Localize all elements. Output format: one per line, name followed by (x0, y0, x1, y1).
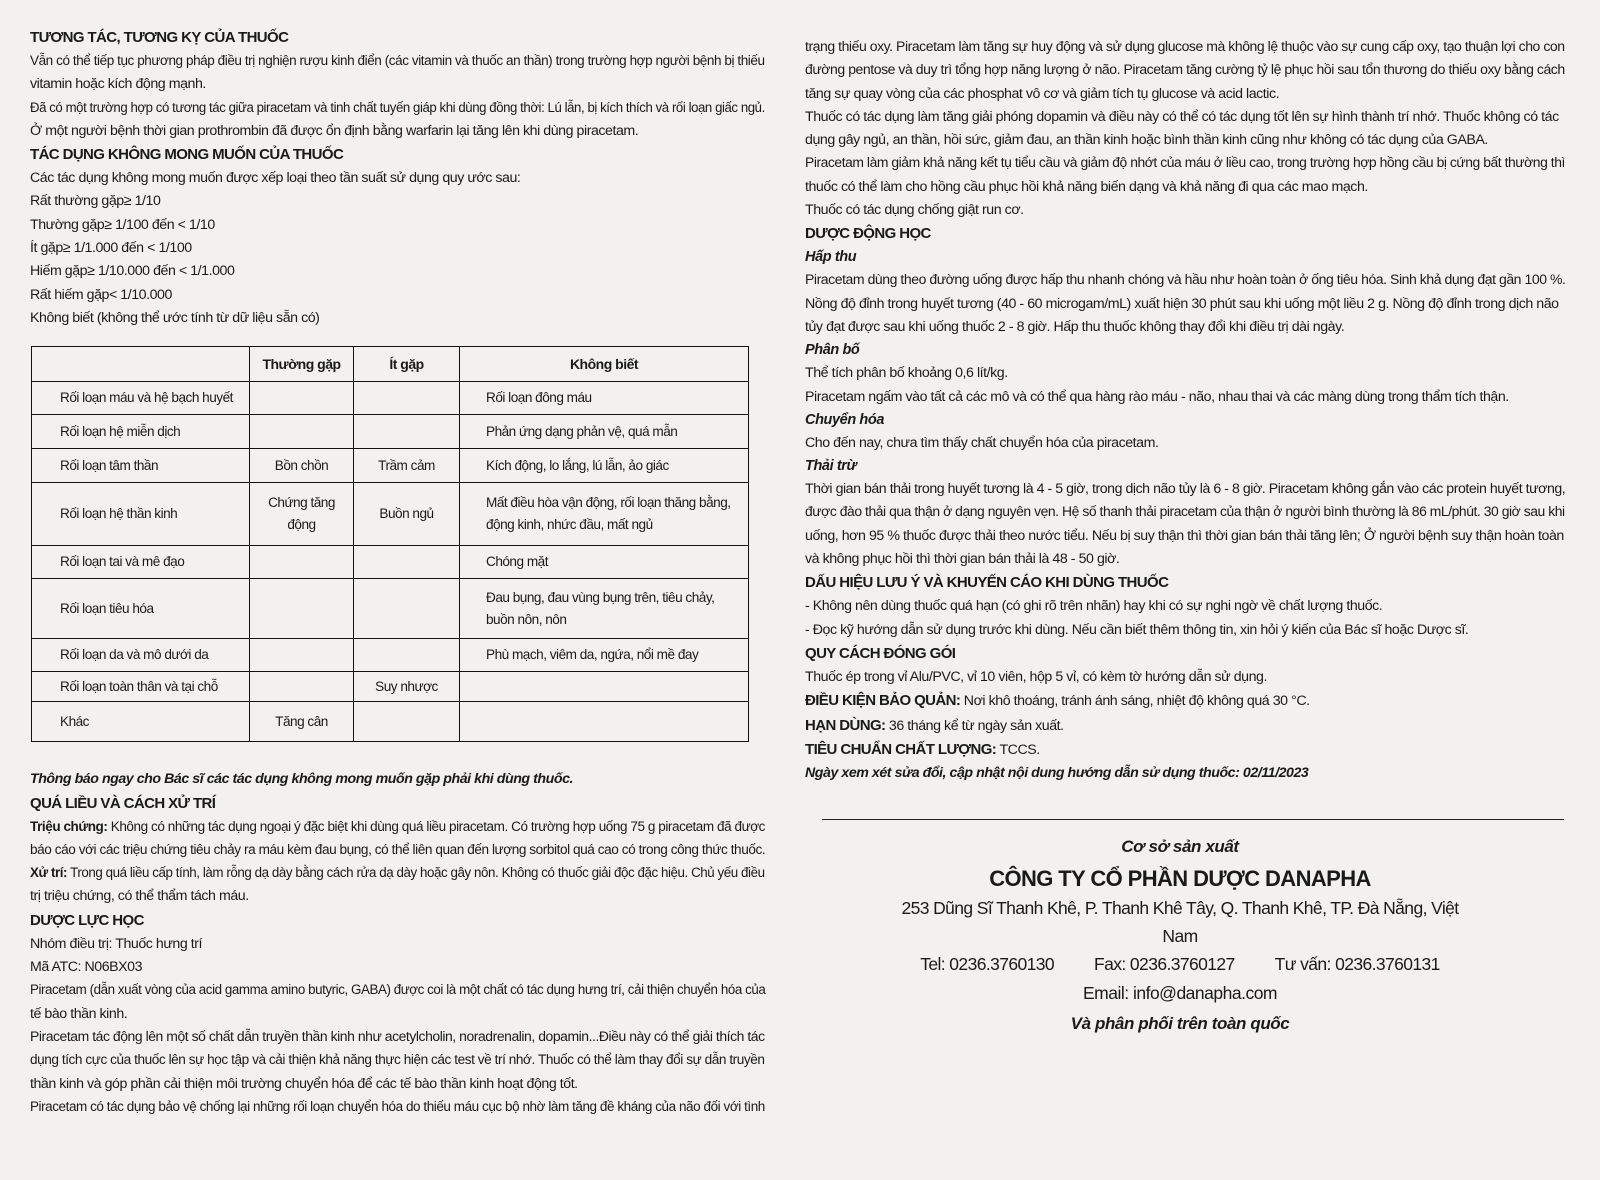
common-cell: Tăng cân (250, 702, 354, 742)
divider-line (822, 819, 1564, 820)
text-line: trạng thiếu oxy. Piracetam làm tăng sự huy động và sử dụng glucose mà không lệ thuộc vào sự cung cấp oxy, tạo thuận lợi cho con (805, 39, 1565, 55)
organ-class-cell: Khác (32, 702, 250, 742)
text-line: uống, hơn 95 % thuốc được thải theo nước tiểu. Nếu bị suy thận thì thời gian bán thải tăng lên; Ở người bệnh suy thận hoàn toàn (805, 527, 1564, 544)
unknown-cell (460, 639, 749, 672)
text-line: Piracetam có tác dụng bảo vệ chống lại những rối loạn chuyển hóa do thiếu máu cục bộ nhờ làm tăng đề kháng của não đối với tình (30, 1098, 765, 1115)
section-heading-pharmacodynamics: DƯỢC LỰC HỌC (30, 911, 144, 929)
section-heading-warnings: DẤU HIỆU LƯU Ý VÀ KHUYẾN CÁO KHI DÙNG THUỐC (805, 574, 1169, 592)
text-line: Nhóm điều trị: Thuốc hưng trí (30, 935, 203, 952)
left-column (30, 26, 765, 1119)
table-row (32, 415, 749, 449)
organ-class-cell: Rối loạn toàn thân và tại chỗ (32, 672, 250, 702)
subheading-distribution: Phân bố (805, 342, 860, 359)
unknown-frequency-note: Không biết (không thể ước tính từ dữ liệu sẵn có) (30, 309, 320, 326)
frequency-row (30, 260, 765, 283)
text-line: Piracetam dùng theo đường uống được hấp thu nhanh chóng và hầu như hoàn toàn ở ống tiêu hóa. Sinh khả dụng đạt gần 100 %. (805, 272, 1566, 289)
table-header-cell: Ít gặp (354, 347, 460, 382)
unknown-cell-line: Chóng mặt (486, 554, 548, 570)
frequency-value: ≥ 1/1.000 đến < 1/100 (62, 240, 192, 257)
text-line: Piracetam (dẫn xuất vòng của acid gamma amino butyric, GABA) được coi là một chất có tác dụng hưng trí, cải thiện chuyển hóa của (30, 982, 766, 999)
organ-class-cell: Rối loạn tâm thần (32, 449, 250, 483)
treatment-label: Xử trí: (30, 865, 68, 882)
text-line: tủy đạt được sau khi uống thuốc 2 - 8 giờ. Hấp thu thuốc không thay đổi khi điều trị dài ngày. (805, 318, 1345, 335)
text-line: Cho đến nay, chưa tìm thấy chất chuyển hóa của piracetam. (805, 434, 1159, 451)
pharmacodynamics-continued (805, 36, 1565, 222)
uncommon-cell: Suy nhược (354, 672, 460, 702)
company-name: CÔNG TY CỔ PHẦN DƯỢC DANAPHA (989, 866, 1371, 891)
common-cell (250, 639, 354, 672)
unknown-cell-line: Kích động, lo lắng, lú lẫn, ảo giác (486, 457, 669, 473)
organ-class-cell: Rối loạn hệ thần kinh (32, 483, 250, 546)
unknown-cell (460, 483, 749, 546)
text-line: Piracetam làm giảm khả năng kết tụ tiểu cầu và giảm độ nhớt của máu ở liều cao, trong trường hợp hồng cầu bị cứng bất thường thì (805, 155, 1565, 172)
subheading-absorption: Hấp thu (805, 249, 857, 266)
warning-item: - Không nên dùng thuốc quá hạn (có ghi rõ trên nhãn) hay khi có sự nghi ngờ về chất lượng thuốc. (805, 598, 1383, 615)
frequency-row (30, 284, 765, 307)
interactions-text (30, 50, 765, 143)
uncommon-cell: Trầm cảm (354, 449, 460, 483)
text-line: Ở một người bệnh thời gian prothrombin đã được ổn định bằng warfarin lại tăng lên khi dùng piracetam. (30, 122, 639, 139)
unknown-cell-line: Mất điều hòa vận động, rối loạn thăng bằng, (486, 495, 731, 511)
frequency-label: Rất hiếm gặp (30, 286, 109, 303)
text-line: Thuốc có tác dụng làm tăng giải phóng dopamin và điều này có thể có tác dụng tốt lên sự hình thành trí nhớ. Thuốc không có tác (805, 108, 1559, 125)
expiry (805, 714, 1565, 738)
organ-class-cell: Rối loạn tiêu hóa (32, 579, 250, 639)
section-heading-packaging: QUY CÁCH ĐÓNG GÓI (805, 644, 956, 662)
tel-number: Tel: 0236.3760130 (920, 954, 1055, 974)
company-address: 253 Dũng Sĩ Thanh Khê, P. Thanh Khê Tây, Q. Thanh Khê, TP. Đà Nẵng, Việt Nam (901, 898, 1459, 946)
text-line: trị triệu chứng, có thể thẩm tách máu. (30, 888, 249, 905)
subheading-metabolism: Chuyển hóa (805, 411, 884, 428)
text-line: Thể tích phân bố khoảng 0,6 lít/kg. (805, 365, 1008, 382)
frequency-label: Rất thường gặp (30, 193, 124, 210)
manufacturer-block (890, 830, 1470, 1040)
quality-text: TCCS. (996, 741, 1040, 758)
unknown-cell (460, 382, 749, 415)
uncommon-cell (354, 702, 460, 742)
uncommon-cell (354, 382, 460, 415)
report-notice: Thông báo ngay cho Bác sĩ các tác dụng không mong muốn gặp phải khi dùng thuốc. (30, 771, 573, 788)
revision-date: Ngày xem xét sửa đổi, cập nhật nội dung hướng dẫn sử dụng thuốc: 02/11/2023 (805, 765, 1309, 782)
text-line: tế bào thần kinh. (30, 1005, 128, 1022)
uncommon-cell: Buồn ngủ (354, 483, 460, 546)
symptoms-label: Triệu chứng: (30, 818, 108, 835)
section-heading-adverse-effects: TÁC DỤNG KHÔNG MONG MUỐN CỦA THUỐC (30, 146, 344, 164)
table-row (32, 449, 749, 483)
contact-row (890, 950, 1470, 978)
warning-item: - Đọc kỹ hướng dẫn sử dụng trước khi dùng. Nếu cần biết thêm thông tin, xin hỏi ý kiến của Bác sĩ hoặc Dược sĩ. (805, 621, 1469, 638)
frequency-list (30, 190, 765, 306)
text-line: thuốc có thể làm cho hồng cầu phục hồi khả năng biến dạng và khả năng đi qua các mao mạch. (805, 178, 1368, 195)
common-cell (250, 415, 354, 449)
fax-number: Fax: 0236.3760127 (1094, 954, 1235, 974)
quality-standard (805, 738, 1565, 762)
table-header-cell: Không biết (460, 347, 749, 382)
unknown-cell (460, 672, 749, 702)
table-row (32, 702, 749, 742)
organ-class-cell: Rối loạn tai và mê đạo (32, 546, 250, 579)
advice-number: Tư vấn: 0236.3760131 (1274, 954, 1440, 974)
frequency-row (30, 214, 765, 237)
organ-class-cell: Rối loạn hệ miễn dịch (32, 415, 250, 449)
manufacturer-caption: Cơ sở sản xuất (1121, 837, 1239, 856)
unknown-cell-line: Đau bụng, đau vùng bụng trên, tiêu chảy, (486, 589, 715, 605)
overdose-symptoms (30, 816, 765, 839)
common-cell (250, 579, 354, 639)
text-line: và không phục hồi thì thời gian bán thải là 48 - 50 giờ. (805, 551, 1120, 568)
right-column (805, 36, 1565, 785)
table-header-cell: Thường gặp (250, 347, 354, 382)
pharmacodynamics-text (30, 933, 765, 1119)
common-cell (250, 672, 354, 702)
frequency-value: ≥ 1/10.000 đến < 1/1.000 (87, 263, 235, 280)
table-body (32, 382, 749, 742)
frequency-row (30, 190, 765, 213)
storage-conditions (805, 689, 1565, 713)
uncommon-cell (354, 639, 460, 672)
section-heading-interactions: TƯƠNG TÁC, TƯƠNG KỴ CỦA THUỐC (30, 29, 289, 46)
common-cell: Bồn chồn (250, 449, 354, 483)
unknown-cell (460, 415, 749, 449)
packaging-text: Thuốc ép trong vỉ Alu/PVC, vỉ 10 viên, hộp 5 vỉ, có kèm tờ hướng dẫn sử dụng. (805, 668, 1267, 685)
organ-class-cell: Rối loạn da và mô dưới da (32, 639, 250, 672)
text-line: Đã có một trường hợp có tương tác giữa piracetam và tinh chất tuyến giáp khi dùng đồng thời: Lú lẫn, bị kích thích và rối loạn giấc ngủ. (30, 99, 765, 116)
text-line: thần kinh và góp phần cải thiện môi trường chuyển hóa để các tế bào thần kinh hoạt động tốt. (30, 1075, 578, 1092)
unknown-cell-line: Rối loạn đông máu (486, 390, 592, 406)
table-header-cell (32, 347, 250, 382)
subheading-elimination: Thải trừ (805, 458, 857, 475)
text-line: Thuốc có tác dụng chống giật run cơ. (805, 202, 1024, 219)
unknown-cell (460, 546, 749, 579)
text-line: Thời gian bán thải trong huyết tương là 4 - 5 giờ, trong dịch não tủy là 6 - 8 giờ. Piracetam không gắn vào các protein huyết tương, (805, 481, 1566, 498)
table-header-row (32, 347, 749, 382)
treatment-text: Trong quá liều cấp tính, làm rỗng dạ dày bằng cách rửa dạ dày hoặc gây nôn. Không có thuốc giải độc đặc hiệu. Chủ yếu điều (67, 865, 765, 882)
table-row (32, 546, 749, 579)
storage-text: Nơi khô thoáng, tránh ánh sáng, nhiệt độ không quá 30 °C. (960, 693, 1310, 710)
adverse-effects-table (31, 346, 749, 742)
frequency-value: ≥ 1/100 đến < 1/10 (104, 216, 215, 233)
table-row (32, 672, 749, 702)
expiry-text: 36 tháng kể từ ngày sản xuất. (885, 717, 1064, 734)
unknown-cell (460, 702, 749, 742)
frequency-row (30, 237, 765, 260)
distribution-note: Và phân phối trên toàn quốc (1070, 1014, 1290, 1033)
frequency-label: Ít gặp (30, 240, 63, 257)
symptoms-text: Không có những tác dụng ngoại ý đặc biệt khi dùng quá liều piracetam. Có trường hợp uống 75 g piracetam đã được (107, 818, 765, 835)
unknown-cell-line: Phù mạch, viêm da, ngứa, nổi mề đay (486, 647, 699, 663)
unknown-cell (460, 579, 749, 639)
storage-label: ĐIỀU KIỆN BẢO QUẢN: (805, 692, 961, 710)
uncommon-cell (354, 546, 460, 579)
frequency-label: Thường gặp (30, 216, 105, 233)
company-email: Email: info@danapha.com (1082, 983, 1277, 1003)
table-row (32, 579, 749, 639)
frequency-value: < 1/10.000 (108, 286, 172, 303)
text-line: báo cáo với các triệu chứng tiêu chảy ra máu kèm đau bụng, có thể liên quan đến lượng sorbitol quá cao có trong công thức thuốc. (30, 841, 766, 858)
unknown-cell-line: động kinh, nhức đầu, mất ngủ (486, 517, 653, 533)
adverse-intro: Các tác dụng không mong muốn được xếp loại theo tần suất sử dụng quy ước sau: (30, 170, 521, 187)
text-line: đường pentose và duy trì tổng hợp năng lượng ở não. Piracetam tăng cường tỷ lệ phục hồi sau tổn thương do thiếu oxy bằng cách (805, 62, 1565, 79)
uncommon-cell (354, 579, 460, 639)
text-line: Mã ATC: N06BX03 (30, 959, 143, 976)
overdose-treatment (30, 862, 765, 885)
organ-class-cell: Rối loạn máu và hệ bạch huyết (32, 382, 250, 415)
common-cell (250, 546, 354, 579)
frequency-value: ≥ 1/10 (123, 193, 161, 210)
unknown-cell-line: buồn nôn, nôn (486, 611, 567, 627)
section-heading-overdose: QUÁ LIỀU VÀ CÁCH XỬ TRÍ (30, 794, 216, 812)
table-row (32, 639, 749, 672)
table-row (32, 382, 749, 415)
text-line: được đào thải qua thận ở dạng nguyên vẹn. Hệ số thanh thải piracetam của thận ở người bình thường là 86 mL/phút. 30 giờ sau khi (805, 504, 1565, 521)
text-line: Piracetam ngấm vào tất cả các mô và có thể qua hàng rào máu - não, nhau thai và các màng dùng trong thẩm tích thận. (805, 388, 1509, 405)
text-line: Nồng độ đỉnh trong huyết tương (40 - 60 microgam/mL) xuất hiện 30 phút sau khi uống một liều 2 g. Nồng độ đỉnh trong dịch não (805, 295, 1559, 312)
quality-label: TIÊU CHUẨN CHẤT LƯỢNG: (805, 740, 997, 758)
text-line: Piracetam tác động lên một số chất dẫn truyền thần kinh như acetylcholin, noradrenalin, dopamin...Điều này có thể giải thích tác (30, 1028, 765, 1045)
text-line: dụng gây ngủ, an thần, hồi sức, giảm đau, an thần kinh hoặc bình thần kinh cũng như không có tác dụng của GABA. (805, 132, 1488, 149)
frequency-label: Hiếm gặp (30, 263, 88, 280)
text-line: dụng tích cực của thuốc lên sự học tập và cải thiện khả năng thực hiện các test về trí nhớ. Thuốc có thể làm thay đổi sự dẫn truyền (30, 1052, 765, 1069)
unknown-cell-line: Phản ứng dạng phản vệ, quá mẫn (486, 423, 678, 439)
text-line: tăng sự quay vòng của các phosphat vô cơ và giảm tích tụ glucose và acid lactic. (805, 85, 1280, 102)
text-line: Vẫn có thể tiếp tục phương pháp điều trị nghiện rượu kinh điển (các vitamin và thuốc an thần) trong trường hợp người bệnh bị thiếu (30, 53, 765, 69)
common-cell (250, 382, 354, 415)
unknown-cell (460, 449, 749, 483)
expiry-label: HẠN DÙNG: (805, 716, 886, 734)
section-heading-pharmacokinetics: DƯỢC ĐỘNG HỌC (805, 225, 931, 243)
common-cell: Chứng tăng động (250, 483, 354, 546)
text-line: vitamin hoặc kích động mạnh. (30, 76, 206, 93)
table-row (32, 483, 749, 546)
uncommon-cell (354, 415, 460, 449)
